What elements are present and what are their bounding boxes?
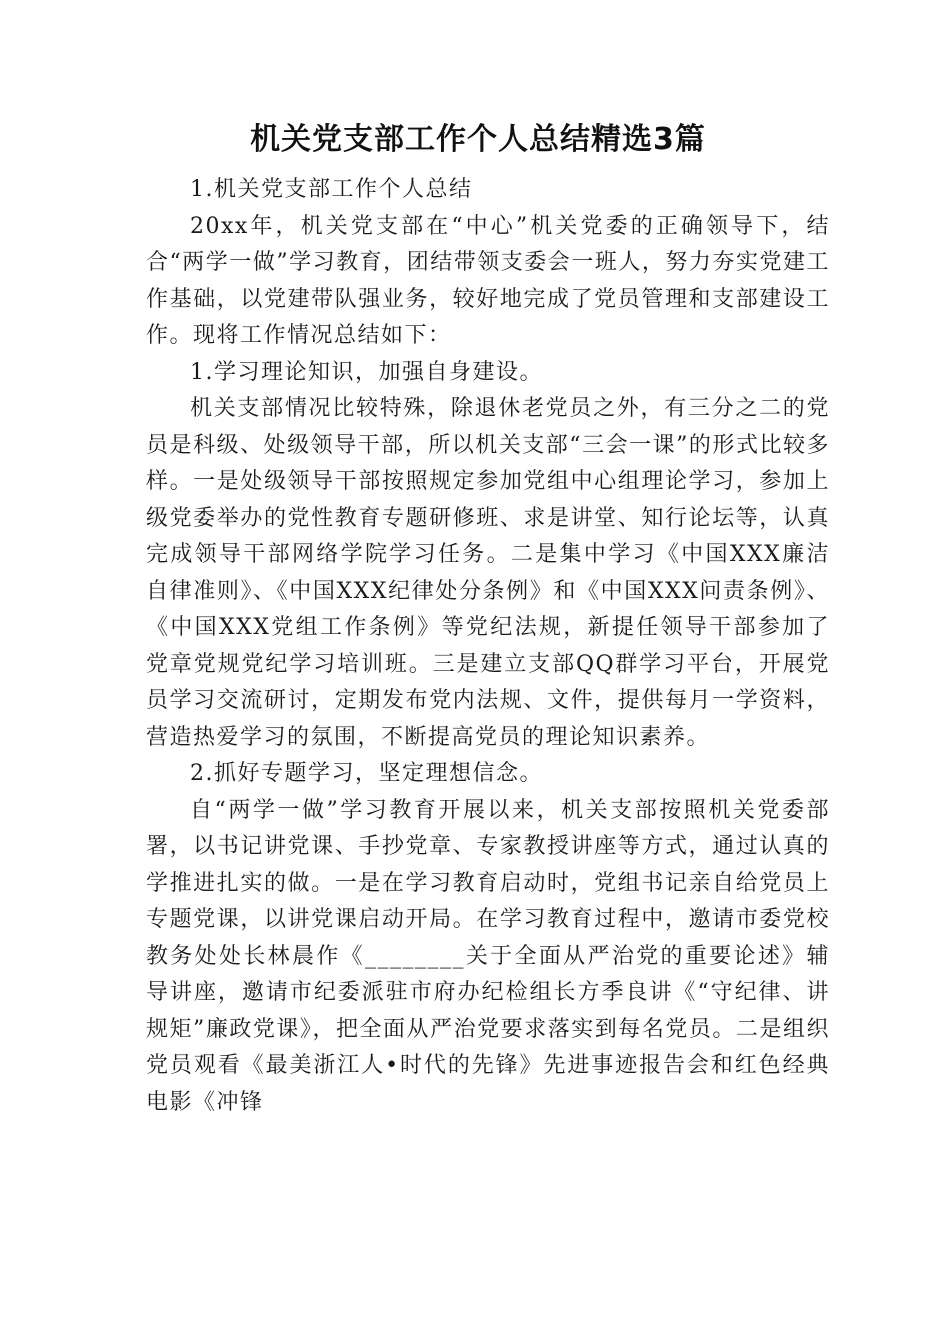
section-heading: 1.学习理论知识，加强自身建设。	[190, 359, 543, 385]
section-heading: 1.机关党支部工作个人总结	[190, 177, 473, 202]
body-paragraph: 自“两学一做”学习教育开展以来，机关支部按照机关党委部署，以书记讲党课、手抄党章、专家教授讲座等方式，通过认真的学推进扎实的做。一是在学习教育启动时，党组书记亲自给党员上专题党课，以讲党课启动开局。在学习教育过程中，邀请市委党校教务处处长林晨作《________关于全面从严治党的重要论述》辅导讲座，邀请市纪委派驻市府办纪检组长方季良讲《“守纪律、讲规矩”廉政党课》，把全面从严治党要求落实到每名党员。二是组织党员观看《最美浙江人•时代的先锋》先进事迹报告会和红色经典电影《冲锋	[146, 797, 830, 1115]
document-title: 机关党支部工作个人总结精选3篇	[250, 122, 706, 157]
body-paragraph: 20xx年，机关党支部在“中心”机关党委的正确领导下，结合“两学一做”学习教育，团结带领支委会一班人，努力夯实党建工作基础，以党建带队强业务，较好地完成了党员管理和支部建设工作。现将工作情况总结如下：	[146, 213, 830, 348]
section-heading: 2.抓好专题学习，坚定理想信念。	[190, 761, 543, 786]
body-paragraph: 机关支部情况比较特殊，除退休老党员之外，有三分之二的党员是科级、处级领导干部，所以机关支部“三会一课”的形式比较多样。一是处级领导干部按照规定参加党组中心组理论学习，参加上级党委举办的党性教育专题研修班、求是讲堂、知行论坛等，认真完成领导干部网络学院学习任务。二是集中学习《中国XXX廉洁自律准则》、《中国XXX纪律处分条例》和《中国XXX问责条例》、《中国XXX党组工作条例》等党纪法规，新提任领导干部参加了党章党规党纪学习培训班。三是建立支部QQ群学习平台，开展党员学习交流研讨，定期发布党内法规、文件，提供每月一学资料，营造热爱学习的氛围，不断提高党员的理论知识素养。	[146, 396, 830, 750]
